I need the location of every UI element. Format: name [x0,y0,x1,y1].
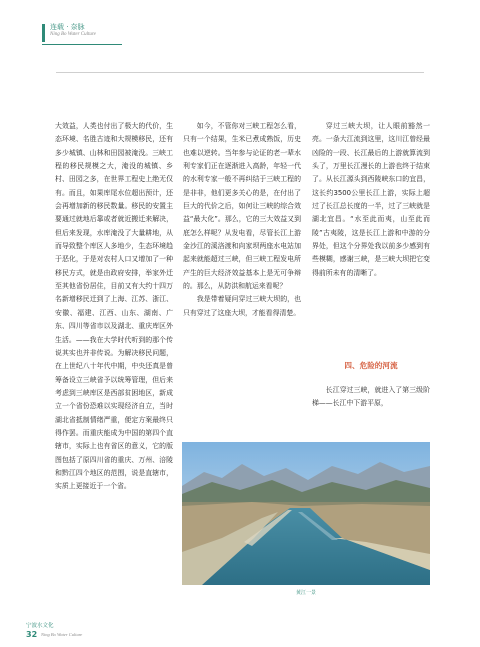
section-title: 连载 · 奈脉 [50,23,85,31]
page-footer [26,621,83,639]
page-number: 32 [26,630,38,639]
article-column-3-continued [312,384,430,411]
article-column-1 [55,120,173,494]
paragraph: 我是带着疑问穿过三峡大坝的，也只有穿过了这座大坝，才能看得清楚。 [183,295,301,317]
paragraph: 大效益，人类也付出了极大的代价，生态环境、名胜古迹和大规模移民，还有多少城镇、山林和田园被淹没。三峡工程的移民规模之大，淹没的城镇、乡村、田园之多，在世界工程史上绝无仅有。而且，如果库尾水位超出预计，还会再增加新的移民数量。移民的安置主要通过就地后靠或者就近搬迁来解决，但后来发现，水库淹没了大量耕地，从而导致整个库区人多地少，生态环境趋于恶化，于是对农村人口又增加了一种移民方式，就是由政府安排，举家外迁至其他省份居住，目前又有大约十四万名新增移民迁到了上海、江苏、浙江、安徽、福建、江西、山东、湖南、广东、四川等省市以及湖北、重庆库区外生活。——我在大学时代听到的那个传说其实也并非传说。为解决移民问题，在上世纪八十年代中期，中央还真是曾筹备设立三峡省予以统筹管理，但后来考虑到三峡库区是西部贫困地区，新成立一个省份恐难以实现经济自立，当时湖北省抵制情绪严重，便定方案最终只得作罢。而重庆能成为中国的第四个直辖市，实际上也有省区的意义，它的版图包括了原四川省的重庆、万州、涪陵和黔江四个地区的范围，说是直辖市，实质上更接近于一个省。 [55,122,173,491]
paragraph: 穿过三峡大坝，让人眼前豁然一亮。一条大江流到这里，这川江曾经最凶险的一段、长江最后的上游就算流到头了，万里长江漫长的上游也终于结束了。从长江源头到西陵峡东口的宜昌，这长约3500公里长江上游，实际上超过了长江总长度的一半，过了三峡就是湖北宜昌。“水至此而夷，山至此而陵”古夷陵，这是长江上游和中游的分界处，但这个分界处我以前多少感到有些模糊，感谢三峡，是三峡大坝把它变得前所未有的清晰了。 [312,122,430,277]
paragraph: 如今，不管你对三峡工程怎么看，只有一个结果，生米已煮成熟饭，历史也难以逆转。当年参与论证的老一辈水利专家们正在逐渐进入高龄，年轻一代的水利专家一般不再纠结于三峡工程的是非非，他们更多关心的是，在付出了巨大的代价之后，如何让三峡的综合效益“最大化”。那么，它的三大效益又到底怎么样呢？从发电看，尽管长江上游金沙江的溪洛渡和向家坝两座水电站加起来就能超过三峡，但三峡工程发电所产生的巨大经济效益基本上是无可争辩的。那么，从防洪和航运来看呢？ [183,122,301,291]
river-photo [182,442,430,585]
article-column-3 [312,120,430,280]
section-heading: 四、危险的河流 [344,361,398,370]
paragraph: 长江穿过三峡，就进入了第三级阶梯——长江中下游平原， [312,386,430,408]
header-underline [42,44,122,45]
photo-caption: 黄江一景 [295,590,316,596]
publication-name: 宁波水文化 [26,623,54,629]
top-divider [56,72,424,73]
section-subtitle: Ning Bo Water Culture [50,32,96,37]
article-column-2 [183,120,301,320]
header-accent-bar [42,24,45,42]
publication-name-en: Ning Bo Water Culture [41,632,83,637]
